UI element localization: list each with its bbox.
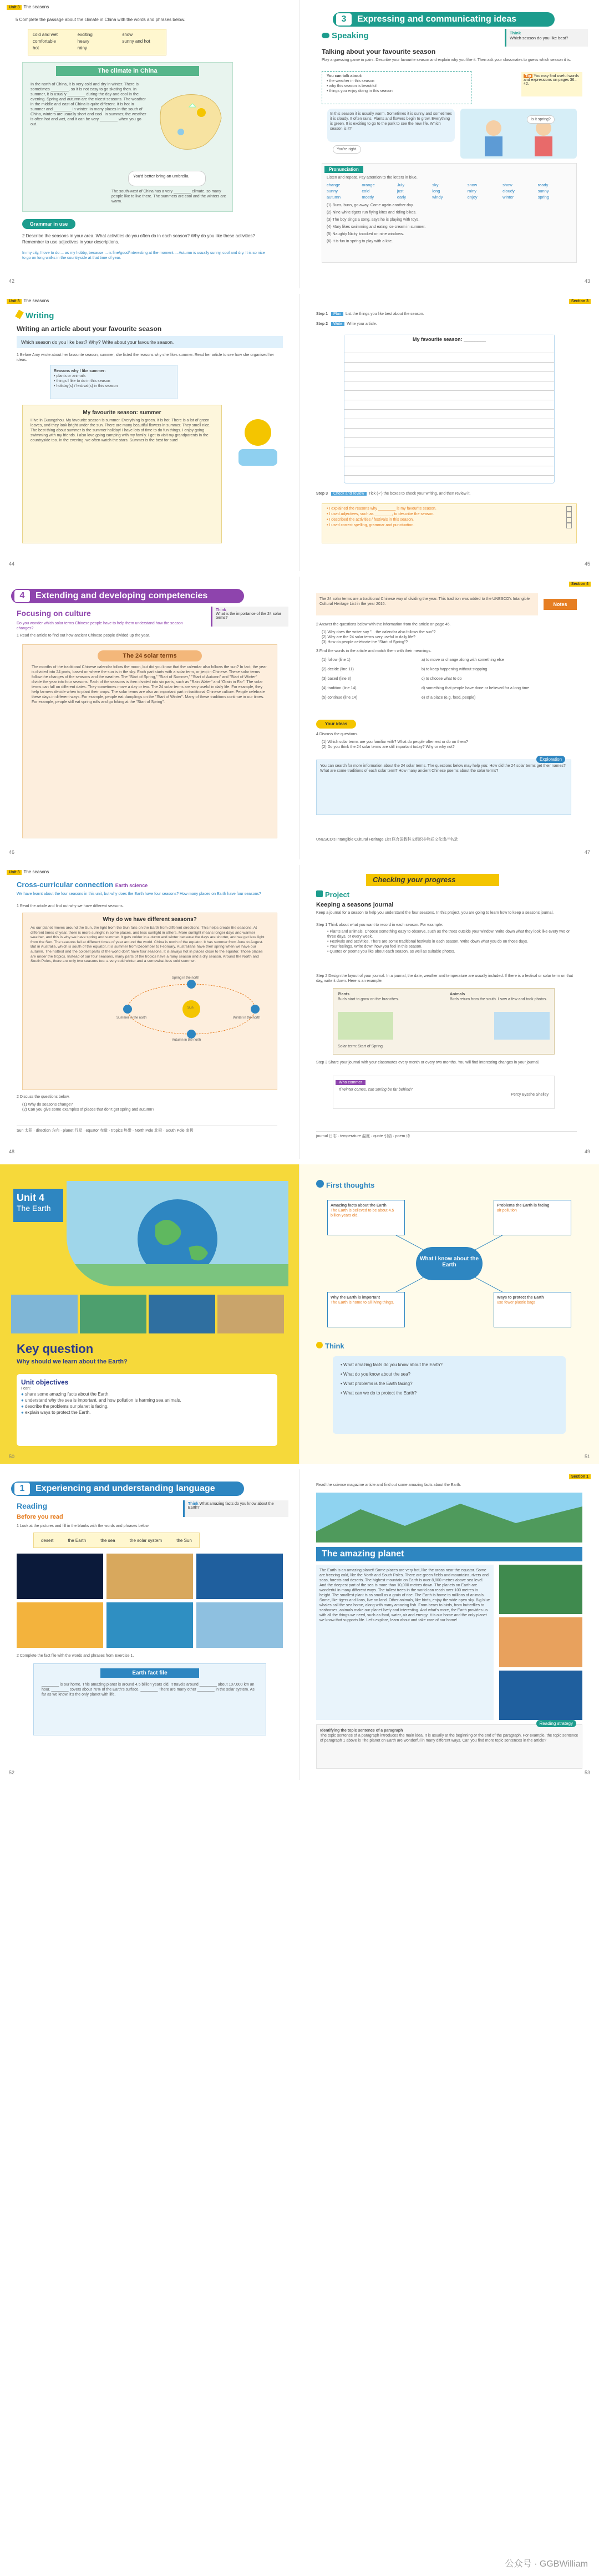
climate-panel bbox=[22, 62, 233, 212]
match-right-item: e) of a place (e.g. food, people) bbox=[422, 696, 476, 700]
think-box bbox=[505, 29, 588, 47]
mind-map-center: What I know about the Earth bbox=[416, 1247, 483, 1280]
mind-map-node: Amazing facts about the Earth The Earth is believed to be about 4.5 billion years old. bbox=[327, 1200, 405, 1235]
writing-question: Which season do you like best? Why? Write about your favourite season. bbox=[17, 336, 283, 348]
think-label: Think bbox=[188, 1502, 199, 1506]
strategy-text: The topic sentence of a paragraph introduces the main idea. It is usually at the beginning or the end of the paragraph. For example, the topic sentence of paragraph 1 above is The planet on Earth are wonderful in many different ways. Can you find more topic sentences in the article? bbox=[320, 1734, 578, 1743]
step-1-item: • Your feelings. Write down how you feel in this season. bbox=[327, 945, 423, 949]
photo-forest bbox=[80, 1295, 146, 1333]
step-2: Step 2 Design the layout of your journal. In a journal, the date, weather and temperature are usually included. If there is a festival or solar term on that day, write it down. Here is an example. bbox=[316, 974, 573, 983]
article-text: The months of the traditional Chinese calendar follow the moon, but did you know that the calendar also follows the sun? In fact, the year is divided into 24 parts, based on where the sun is in the sky. Each part starts with a solar term, or jieqi in Chinese. These solar terms follow the changes of the seasons and the weather. The "Start of Spring," "Start of Summer," "Start of Autumn" and "Start of Winter" divide the year into four seasons. Each of the seasons is then divided into six parts, such as "Rain Water" and "Grain in Ear". The solar terms can fall on different dates. They sometimes move a day or two. The 24 solar terms are very useful in daily life. For example, they help farmers decide when to plant their crops. The solar terms are also an important part in traditional Chinese culture. People celebrate these days in different ways. For example, people eat dumplings on the "Start of Winter". Many of these traditions continue in our times. For example, people still eat spring rolls and go hiking at the "Start of Spring". bbox=[32, 665, 267, 704]
think-question: • What amazing facts do you know about the Earth? bbox=[341, 1362, 443, 1367]
vocab-footnote: journal 日志 · temperature 温度 · quote 引语 · poem 诗 bbox=[316, 1131, 577, 1139]
unit-title: The Earth bbox=[17, 1204, 51, 1213]
objective-item: ● describe the problems our planet is facing. bbox=[21, 1404, 109, 1409]
q4-list bbox=[322, 740, 582, 750]
pron-sentence: (4) Mary likes swimming and eating ice cream in summer. bbox=[327, 225, 426, 229]
grammar-example: In my city, I love to do ... as my hobby, because ... is fine/good/interesting at the moment ... Autumn is usually sunny, cool and dry. It is so nice to go on long walks in the countryside at that time of year. bbox=[22, 251, 265, 260]
diagram-label: Sun bbox=[187, 1006, 194, 1010]
fact-file bbox=[33, 1663, 266, 1735]
match-right-item: c) to choose what to do bbox=[422, 677, 462, 681]
word-bank-item: sunny and hot bbox=[122, 39, 150, 44]
students-illustration bbox=[460, 109, 577, 159]
photo-sky bbox=[196, 1602, 283, 1648]
pron-word: cold bbox=[362, 189, 370, 194]
dialogue-bubble-2: Is it spring? bbox=[527, 115, 555, 124]
pron-word: just bbox=[397, 189, 404, 194]
talk-point: • the weather in this season bbox=[327, 79, 374, 83]
pronunciation-label: Pronunciation bbox=[324, 166, 363, 173]
thought-icon bbox=[316, 1180, 324, 1188]
checking-progress-banner: Checking your progress bbox=[366, 874, 499, 886]
photo-sea bbox=[106, 1602, 193, 1648]
article-card bbox=[22, 405, 222, 543]
intro: Play a guessing game in pairs. Describe your favourite season and explain why you like it. Then ask your classmates to guess which season it is. bbox=[322, 58, 571, 62]
section-number: 4 bbox=[14, 590, 30, 602]
checklist-item: • I used adjectives, such as ________, to describe the season. bbox=[327, 512, 572, 517]
journal-plants: Plants Buds start to grow on the branches. bbox=[338, 992, 399, 1001]
pron-word: ready bbox=[537, 182, 549, 187]
diagram-label: Summer in the north bbox=[116, 1016, 147, 1020]
exploration-label: Exploration bbox=[536, 756, 565, 763]
page-tag: Unit 3 The seasons bbox=[7, 298, 49, 304]
mind-map-node: Ways to protect the Earth use fewer plastic bags bbox=[494, 1292, 571, 1327]
spread-4 bbox=[0, 865, 599, 1159]
q2-item: (1) Why do seasons change? bbox=[22, 1103, 73, 1107]
q2-item: (2) Can you give some examples of places that don't get spring and autumn? bbox=[22, 1108, 155, 1112]
earth-icon bbox=[187, 980, 196, 989]
strategy-label: Reading strategy bbox=[536, 1720, 576, 1727]
unit-badge bbox=[13, 1189, 63, 1222]
writing-instruction: 1 Before Amy wrote about her favourite season, summer, she listed the reasons why she likes summer. Read her article to see how she organised her ideas. bbox=[17, 353, 275, 362]
reason-item: • things I like to do in this season bbox=[54, 379, 110, 383]
speaking-label: Speaking bbox=[322, 31, 369, 40]
objectives-box bbox=[17, 1374, 277, 1446]
q2-list bbox=[322, 630, 582, 645]
writing-form[interactable] bbox=[344, 334, 555, 483]
diagram-label: Spring in the north bbox=[172, 976, 200, 980]
article-title: Why do we have different seasons? bbox=[103, 917, 197, 923]
checkbox[interactable] bbox=[566, 523, 572, 528]
spread-2 bbox=[0, 294, 599, 571]
page-tag: Section 4 bbox=[569, 581, 592, 587]
checklist-item: • I described the activities / festivals in this season. bbox=[327, 517, 572, 523]
photo-children bbox=[11, 1295, 78, 1333]
article-body bbox=[316, 1565, 494, 1720]
article-title: The amazing planet bbox=[316, 1547, 582, 1561]
page-tag: Section 3 bbox=[569, 298, 592, 304]
pron-sentence: (2) Nine white tigers run flying kites and riding bikes. bbox=[327, 211, 417, 215]
step-1-item: • Plants and animals. Choose something easy to observe, such as the trees outside your window. Write down what they look like every two or three days, or every week. bbox=[327, 930, 570, 939]
word-bank-item: the sea bbox=[100, 1538, 115, 1543]
page-tag: Unit 3 The seasons bbox=[7, 4, 49, 10]
page-44 bbox=[0, 294, 300, 571]
exploration-box bbox=[316, 757, 571, 815]
step-1: Step 1 Think about what you want to record in each season. For example: bbox=[316, 923, 443, 927]
section-title: Experiencing and understanding language bbox=[35, 1484, 215, 1493]
quote-text: If Winter comes, can Spring be far behind? bbox=[339, 1088, 413, 1092]
plan-badge: Plan bbox=[331, 312, 343, 316]
q2-item: (1) Why does the writer say "... the calendar also follows the sun"? bbox=[322, 630, 436, 634]
word-bank-item: desert bbox=[41, 1538, 54, 1543]
pron-word: enjoy bbox=[467, 195, 478, 200]
climate-passage-2: The south-west of China has a very ________ climate, so many people like to live there. The summers are cool and the winters are warm. bbox=[111, 190, 226, 203]
page-49 bbox=[300, 865, 599, 1159]
pron-word: rainy bbox=[467, 189, 476, 194]
think-text: What amazing facts do you know about the Earth? bbox=[188, 1502, 274, 1510]
key-question-label: Key question bbox=[17, 1342, 94, 1356]
key-question: Why should we learn about the Earth? bbox=[17, 1358, 128, 1365]
pron-word: change bbox=[327, 182, 341, 187]
journal-example bbox=[333, 988, 555, 1055]
tip-text: You may find useful words and expressions on pages 36–42. bbox=[524, 74, 579, 86]
speech-icon bbox=[322, 33, 329, 38]
strategy-title: Identifying the topic sentence of a paragraph bbox=[320, 1729, 403, 1733]
match-right-item: b) to keep happening without stopping bbox=[422, 668, 488, 671]
think-text: What is the importance of the 24 solar terms? bbox=[216, 612, 281, 620]
photo-trees bbox=[499, 1565, 582, 1614]
exercise-instruction: 5 Complete the passage about the climate in China with the words and phrases below. bbox=[16, 17, 185, 22]
page-46 bbox=[0, 577, 300, 859]
photo-tiger bbox=[499, 1617, 582, 1667]
project-intro: Keep a journal for a season to help you understand the four seasons. In this project, you are going to learn how to keep a seasons journal. bbox=[316, 911, 554, 915]
checkbox[interactable] bbox=[566, 512, 572, 517]
think-box bbox=[183, 1500, 288, 1517]
match-left-item: (1) follow (line 1) bbox=[322, 658, 351, 662]
objective-item: ● explain ways to protect the Earth. bbox=[21, 1410, 91, 1415]
think-question: • What do you know about the sea? bbox=[341, 1372, 410, 1377]
match-right-item: a) to move or change along with something else bbox=[422, 658, 504, 662]
page-48 bbox=[0, 865, 300, 1159]
page-number: 51 bbox=[584, 1454, 590, 1459]
pron-word: long bbox=[432, 189, 440, 194]
step-1-item: • Quotes or poems you like about each season, as well as suitable photos. bbox=[327, 950, 455, 954]
checkbox[interactable] bbox=[566, 506, 572, 512]
quote-author: Percy Bysshe Shelley bbox=[511, 1093, 549, 1097]
reason-item: • plants or animals bbox=[54, 374, 86, 378]
photo-desert bbox=[217, 1295, 284, 1333]
tip-label: Tip bbox=[524, 74, 532, 78]
word-bank-item: the Sun bbox=[176, 1538, 192, 1543]
think-text: Which season do you like best? bbox=[510, 35, 568, 40]
page-52 bbox=[0, 1469, 300, 1780]
fact-file-title: Earth fact file bbox=[100, 1668, 199, 1678]
spread-5 bbox=[0, 1164, 599, 1464]
think-label: Think bbox=[316, 1342, 344, 1350]
earth-icon bbox=[187, 1030, 196, 1038]
step-1: Step 1 Plan List the things you like best about the season. bbox=[316, 312, 424, 316]
word-bank-item: snow bbox=[122, 32, 133, 37]
pron-word: sunny bbox=[327, 189, 338, 194]
page-number: 42 bbox=[9, 278, 15, 284]
project-icon bbox=[316, 890, 323, 897]
solar-terms-article bbox=[22, 644, 277, 838]
diagram-label: Autumn in the north bbox=[172, 1038, 201, 1042]
earth-orbit-diagram bbox=[116, 976, 266, 1042]
pron-word: July bbox=[397, 182, 405, 187]
diagram-label: Winter in the north bbox=[233, 1016, 261, 1020]
pron-word: snow bbox=[467, 182, 478, 187]
pron-word: windy bbox=[432, 195, 443, 200]
word-bank bbox=[28, 29, 166, 55]
mind-map bbox=[316, 1194, 582, 1333]
instruction-1: 1 Look at the pictures and fill in the blanks with the words and phrases below. bbox=[17, 1524, 150, 1528]
q4-intro: 4 Discuss the questions. bbox=[316, 732, 358, 736]
china-map-illustration bbox=[150, 85, 228, 162]
page-number: 48 bbox=[9, 1149, 15, 1154]
page-42 bbox=[0, 0, 300, 288]
culture-label: Focusing on culture bbox=[17, 609, 91, 618]
objectives-label: Unit objectives bbox=[21, 1378, 69, 1386]
word-bank bbox=[33, 1533, 200, 1548]
think-label: Think bbox=[510, 30, 521, 35]
pron-sentence: (5) Naughty Nicky knocked on nine windows. bbox=[327, 232, 404, 236]
earth-icon bbox=[251, 1005, 260, 1014]
article-text: The Earth is an amazing planet! Some places are very hot, like the areas near the equator. Some are freezing cold, like the North and South Poles. There are green fields and mountains, rivers and seas, forests and deserts. The highest mountain on Earth is over 8,800 metres above sea level. And the deepest part of the sea is more than 10,000 metres down. The planets on Earth are wonderful in many different ways. The tallest trees in the world can reach over 100 metres in height. The smallest plant is as small as a grain of rice. The Earth is home to millions of animals. Some, like tigers and lions, live on land. Other animals, like birds, enjoy the wide open sky. Big blue whales call the sea home, along with many amazing fish. From bears to birds, from butterflies to seahorses, animals make our planet lively and interesting. And what's more, the Earth provides us with all the things we need, such as food, water, air and energy. It is our home and the only planet we know that supports life. Let's explore, learn about and take care of our home! bbox=[319, 1569, 490, 1622]
pron-word: show bbox=[502, 182, 512, 187]
section-banner bbox=[11, 589, 244, 603]
page-45 bbox=[300, 294, 599, 571]
talk-points bbox=[322, 71, 471, 104]
pronunciation-words bbox=[322, 180, 576, 202]
exploration-text: You can search for more information about the 24 solar terms. The questions below may help you: How did the 24 solar terms get their names? What are some traditions of each solar term? How many ancient Chinese poems about the solar terms? bbox=[320, 764, 566, 773]
page-number: 47 bbox=[584, 849, 590, 855]
photo-strip bbox=[11, 1295, 288, 1333]
step-2: Step 2 Write Write your article. bbox=[316, 322, 377, 326]
photo-sea bbox=[149, 1295, 215, 1333]
think-question: • What problems is the Earth facing? bbox=[341, 1381, 413, 1386]
think-label: Think bbox=[216, 608, 226, 612]
word-bank-item: heavy bbox=[77, 39, 90, 44]
mind-map-node: Why the Earth is important The Earth is home to all living things. bbox=[327, 1292, 405, 1327]
reason-item: • holiday(s) / festival(s) in this season bbox=[54, 384, 118, 388]
pencil-icon bbox=[15, 309, 24, 319]
spread-1 bbox=[0, 0, 599, 288]
think-questions bbox=[333, 1356, 566, 1434]
match-left-item: (2) decide (line 11) bbox=[322, 668, 354, 671]
pron-sentence: (3) The boy sings a song, says he is playing with toys. bbox=[327, 218, 420, 222]
page-50 bbox=[0, 1164, 300, 1464]
pron-sentence: (6) It is fun in spring to play with a kite. bbox=[327, 240, 393, 243]
think-question: • What can we do to protect the Earth? bbox=[341, 1391, 417, 1396]
bird-photo bbox=[494, 1012, 550, 1040]
pron-word: orange bbox=[362, 182, 375, 187]
word-bank-item: rainy bbox=[77, 45, 87, 50]
write-badge: Write bbox=[331, 322, 344, 326]
objective-item: ● understand why the sea is important, and how pollution is harming sea animals. bbox=[21, 1398, 181, 1403]
section-number: 3 bbox=[336, 13, 352, 26]
step-3: Step 3 Share your journal with your classmates every month or every two months. You will find interesting changes in your journal. bbox=[316, 1061, 540, 1065]
grammar-instruction: 2 Describe the seasons in your area. What activities do you often do in each season? Why do you like these activities? Remember to use adjectives in your descriptions. bbox=[22, 233, 255, 245]
page-tag: Unit 3 The seasons bbox=[7, 869, 49, 875]
unit-label: Unit 4 bbox=[17, 1192, 45, 1203]
watermark: 公众号 · GGBWilliam bbox=[505, 2559, 588, 2569]
tip-box bbox=[521, 72, 582, 96]
reasons-title: Reasons why I like summer: bbox=[54, 369, 106, 373]
ccc-instruction: 1 Read the article and find out why we have different seasons. bbox=[17, 904, 124, 908]
speech-bubble: You'd better bring an umbrella. bbox=[128, 171, 206, 186]
page-number: 46 bbox=[9, 849, 15, 855]
talk-point: • why this season is beautiful bbox=[327, 84, 377, 88]
fact-file-text: ________ is our home. This amazing planet is around 4.5 billion years old. It travels around ________ about 107,000 km an hour. ________ covers about 70% of the Earth's surface. ________ There are many other ________ in the solar system. As far as we know, it's the only planet with life. bbox=[42, 1683, 255, 1697]
climate-panel-title: The climate in China bbox=[56, 66, 199, 76]
pron-sentence: (1) Buns, buns, go away. Come again another day. bbox=[327, 203, 414, 207]
checklist-item: • I used correct spelling, grammar and punctuation. bbox=[327, 523, 572, 528]
earth-icon bbox=[123, 1005, 132, 1014]
writing-label: Writing bbox=[17, 310, 54, 320]
photo-desert bbox=[106, 1554, 193, 1599]
section-title: Expressing and communicating ideas bbox=[357, 14, 517, 24]
summer-illustration bbox=[227, 410, 288, 471]
writing-form-title: My favourite season: ________ bbox=[344, 334, 554, 344]
pron-word: sky bbox=[432, 182, 439, 187]
quote-box bbox=[333, 1076, 555, 1109]
q4-item: (2) Do you think the 24 solar terms are still important today? Why or why not? bbox=[322, 745, 455, 749]
article-title: My favourite season: summer bbox=[83, 410, 161, 416]
footnote: UNESCO's Intangible Cultural Heritage List 联合国教科文组织非物质文化遗产名录 bbox=[316, 838, 458, 842]
reading-strategy bbox=[316, 1721, 582, 1769]
pron-word: mostly bbox=[362, 195, 374, 200]
plant-photo bbox=[338, 1012, 393, 1040]
page-47 bbox=[300, 577, 599, 859]
spread-6 bbox=[0, 1469, 599, 1780]
match-right bbox=[422, 658, 582, 705]
match-right-item: d) something that people have done or believed for a long time bbox=[422, 686, 530, 690]
instruction: Read the science magazine article and find out some amazing facts about the Earth. bbox=[316, 1483, 461, 1487]
section-banner bbox=[11, 1482, 244, 1496]
article-text: I live in Guangzhou. My favourite season is summer. Everything is green. It is hot. There is a lot of green leaves, and they look bright under the sun. There are many beautiful flowers in summer. They smell nice. The best thing about summer is the summer holiday! I have lots of time to do fun things. I enjoy going swimming with my friends. I also love going camping with my family. I get to visit my grandparents in the countryside too. In the evening, we often watch the stars. Summer is the best for sure! bbox=[31, 419, 211, 442]
page-number: 44 bbox=[9, 561, 15, 567]
step-1-list bbox=[327, 929, 577, 954]
page-number: 43 bbox=[584, 278, 590, 284]
photo-solar-system bbox=[17, 1554, 103, 1599]
instruction-2: 2 Complete the fact file with the words and phrases from Exercise 1. bbox=[17, 1654, 134, 1658]
page-number: 52 bbox=[9, 1770, 15, 1775]
objectives-intro: I can: bbox=[21, 1387, 31, 1391]
reading-label: Reading bbox=[17, 1501, 48, 1510]
photo-whale bbox=[499, 1671, 582, 1720]
article-banner-photo bbox=[316, 1493, 582, 1542]
check-badge: Check and review bbox=[331, 492, 367, 496]
project-heading: Keeping a seasons journal bbox=[316, 902, 394, 908]
pronunciation-panel bbox=[322, 163, 577, 263]
ccc-label: Cross-curricular connection Earth science bbox=[17, 880, 148, 889]
page-tag: Section 1 bbox=[569, 1474, 592, 1479]
match-left-item: (3) based (line 3) bbox=[322, 677, 351, 681]
ccc-intro: We have learnt about the four seasons in this unit, but why does the Earth have four seasons? How many places on Earth have four seasons? bbox=[17, 892, 261, 896]
step-3: Step 3 Check and review Tick (✓) the boxes to check your writing, and then review it. bbox=[316, 492, 471, 496]
word-bank-item: exciting bbox=[77, 32, 93, 37]
article-photos bbox=[499, 1565, 582, 1720]
section-banner bbox=[333, 12, 555, 27]
word-bank-item: the Earth bbox=[68, 1538, 87, 1543]
pron-word: sunny bbox=[537, 189, 549, 194]
page-51 bbox=[300, 1164, 599, 1464]
q2-item: (3) How do people celebrate the "Start of Spring"? bbox=[322, 640, 408, 644]
journal-solar-term: Solar term: Start of Spring bbox=[338, 1045, 383, 1048]
climate-passage: In the north of China, it is very cold and dry in winter. There is sometimes ________, so it is not easy to go skating then. In summer, it is usually ________ during the day and cool in the evening. Spring and autumn are the nicest seasons. The weather in the middle and east of China is quite different. It is hot in summer and ________ in winter. In many places in the south of China, winters are usually short and cool. In summer, the weather is often hot and wet, and it can be very ________ when you go out. bbox=[31, 82, 146, 126]
culture-instruction: 1 Read the article to find out how ancient Chinese people divided up the year. bbox=[17, 634, 150, 638]
page-number: 49 bbox=[584, 1149, 590, 1154]
page-43 bbox=[300, 0, 599, 288]
objective-item: ● share some amazing facts about the Earth. bbox=[21, 1392, 110, 1397]
q2-list bbox=[22, 1102, 277, 1112]
word-bank-item: hot bbox=[33, 45, 39, 50]
reasons-box bbox=[50, 365, 177, 399]
match-left-item: (5) continue (line 14) bbox=[322, 696, 358, 700]
quote-label: Who commer bbox=[336, 1080, 366, 1085]
q2-item: (2) Why are the 24 solar terms very useful in daily life? bbox=[322, 635, 415, 639]
mind-map-node: Problems the Earth is facing air pollution bbox=[494, 1200, 571, 1235]
word-bank-item: cold and wet bbox=[33, 32, 58, 37]
photo-sun bbox=[17, 1602, 103, 1648]
notes-box: The 24 solar terms are a traditional Chinese way of dividing the year. This tradition was added to the UNESCO's Intangible Cultural Heritage List in the year 2016. bbox=[316, 593, 538, 615]
word-bank-item: comfortable bbox=[33, 39, 56, 44]
pron-word: autumn bbox=[327, 195, 341, 200]
project-label: Project bbox=[316, 890, 349, 899]
grammar-label: Grammar in use bbox=[22, 219, 75, 229]
page-53 bbox=[300, 1469, 599, 1780]
bulb-icon bbox=[316, 1342, 323, 1348]
q2-intro: 2 Discuss the questions below. bbox=[17, 1095, 70, 1099]
article-title: The 24 solar terms bbox=[98, 650, 202, 661]
word-bank-item: the solar system bbox=[129, 1538, 163, 1543]
writing-heading: Writing an article about your favourite season bbox=[17, 325, 162, 333]
subheading: Talking about your favourite season bbox=[322, 48, 436, 55]
page-number: 45 bbox=[584, 561, 590, 567]
photo-earth bbox=[196, 1554, 283, 1599]
match-left-item: (4) tradition (line 14) bbox=[322, 686, 357, 690]
pron-word: spring bbox=[537, 195, 549, 200]
picture-grid bbox=[17, 1554, 283, 1648]
think-box bbox=[211, 607, 288, 627]
page-number: 53 bbox=[584, 1770, 590, 1775]
spread-3 bbox=[0, 577, 599, 859]
checklist bbox=[322, 503, 577, 543]
talk-point: • things you enjoy doing in this season bbox=[327, 89, 393, 93]
q4-item: (1) Which solar terms are you familiar with? What do people often eat or do on them? bbox=[322, 740, 468, 744]
match-left bbox=[322, 658, 405, 705]
dialogue-bubble-1: In this season it is usually warm. Sometimes it is sunny and sometimes it is cloudy. It often rains. Plants and flowers begin to grow. Everything is green. It is exciting to go to the park to see the new life. Which season is it? bbox=[327, 109, 455, 142]
section-number: 1 bbox=[14, 1483, 30, 1495]
journal-animals: Animals Birds return from the south. I saw a few and took photos. bbox=[450, 992, 547, 1001]
notes-label: Notes bbox=[544, 599, 577, 610]
vocab-footnote: Sun 太阳 · direction 方向 · planet 行星 · equator 赤道 · tropics 热带 · North Pole 北极 · South Pole 南极 bbox=[17, 1126, 277, 1133]
checklist-item: • I explained the reasons why ________ is my favourite season. bbox=[327, 506, 572, 512]
first-thoughts-label: First thoughts bbox=[316, 1180, 374, 1189]
section-title: Extending and developing competencies bbox=[35, 591, 208, 600]
q2-intro: 2 Answer the questions below with the information from the article on page 46. bbox=[316, 623, 451, 627]
dialogue-bubble-3: You're right. bbox=[333, 145, 361, 154]
checkbox[interactable] bbox=[566, 517, 572, 523]
pron-word: winter bbox=[502, 195, 514, 200]
page-number: 50 bbox=[9, 1454, 15, 1459]
pron-word: early bbox=[397, 195, 407, 200]
your-ideas-label: Your ideas bbox=[316, 720, 356, 729]
q3-intro: 3 Find the words in the article and match them with their meanings. bbox=[316, 649, 432, 653]
pronunciation-intro: Listen and repeat. Pay attention to the letters in blue. bbox=[327, 176, 418, 180]
pron-word: cloudy bbox=[502, 189, 515, 194]
culture-question: Do you wonder which solar terms Chinese people have to help them understand how the season changes? bbox=[17, 622, 183, 630]
article-text: As our planet moves around the Sun, the light from the Sun falls on the Earth from different directions. This helps create the seasons. At different times of year, there is more sunlight in some places, and less sunlight in others. More sunlight means longer days and warmer weather, and this is why we have spring and summer. It gets colder in autumn and winter because the days are shorter, and we get less light from the Sun. The seasons fall at different times of year around the world. China is north of the equator. It has summer from June to August. But in Australia, which is south of the equator, it is summer from December to February. Australians have their spring when we have our autumn. The hottest and the coldest parts of the world don't have four seasons. It is always hot in places close to the equator. Those places are under the tropics. Instead of our four seasons, many parts of the tropics have a rainy season and a dry season. Around the North and South Poles, there are only two seasons too: a very cold winter and a somewhat less cold summer. bbox=[31, 926, 265, 964]
before-you-read: Before you read bbox=[17, 1514, 63, 1520]
earth-cover-illustration bbox=[67, 1181, 288, 1286]
step-1-item: • Festivals and activities. There are some traditional festivals in each season. Write down what you do on those days. bbox=[327, 940, 529, 944]
talk-points-title: You can talk about: bbox=[327, 74, 363, 78]
